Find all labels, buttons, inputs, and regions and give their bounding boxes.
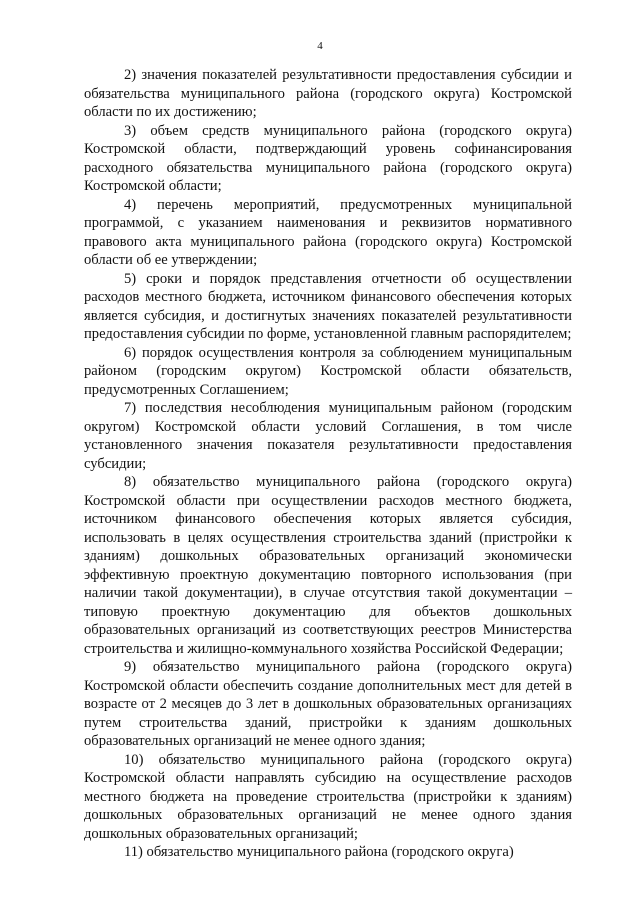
paragraph-item-3: 3) объем средств муниципального района (городского округа) Костромской области, подтверждающий уровень софинансирования расходного обязательства муниципального района (городского округа) Костромской области; [84, 122, 572, 194]
paragraph-item-10: 10) обязательство муниципального района (городского округа) Костромской области направлять субсидию на осуществление расходов местного бюджета на проведение строительства (пристройки к зданиям) дошкольных образовательных организаций не менее одного здания дошкольных образовательных организаций; [84, 751, 572, 842]
paragraph-item-11: 11) обязательство муниципального района (городского округа) [124, 844, 514, 860]
paragraph-item-6: 6) порядок осуществления контроля за соблюдением муниципальным районом (городским округом) Костромской области обязательств, предусмотренных Соглашением; [84, 344, 572, 398]
paragraph-item-4: 4) перечень мероприятий, предусмотренных муниципальной программой, с указанием наименования и реквизитов нормативного правового акта муниципального района (городского округа) Костромской области об ее утверждении; [84, 196, 572, 268]
paragraph-item-5: 5) сроки и порядок представления отчетности об осуществлении расходов местного бюджета, источником финансового обеспечения которых является субсидия, и достигнутых значениях показателей результативности предоставления субсидии по форме, установленной главным распорядителем; [84, 270, 572, 342]
page-number: 4 [317, 40, 323, 52]
paragraph-item-8: 8) обязательство муниципального района (городского округа) Костромской области при осуществлении расходов местного бюджета, источником финансового обеспечения которых является субсидия, использовать в целях осуществления строительства зданий (пристройки к зданиям) дошкольных образовательных организаций экономически эффективную проектную документацию повторного использования (при наличии такой документации), в случае отсутствия такой документации – типовую проектную документацию для объектов дошкольных образовательных организаций из соответствующих реестров Министерства строительства и жилищно-коммунального хозяйства Российской Федерации; [84, 474, 572, 657]
paragraph-item-2: 2) значения показателей результативности предоставления субсидии и обязательства муниципального района (городского округа) Костромской области по их достижению; [84, 67, 572, 120]
paragraph-item-9: 9) обязательство муниципального района (городского округа) Костромской области обеспечить создание дополнительных мест для детей в возрасте от 2 месяцев до 3 лет в дошкольных образовательных организациях путем строительства зданий, пристройки к зданиям дошкольных образовательных организаций не менее одного здания; [84, 659, 572, 749]
paragraph-item-7: 7) последствия несоблюдения муниципальным районом (городским округом) Костромской области условий Соглашения, в том числе установленного значения показателя результативности предоставления субсидии; [84, 400, 572, 472]
document-body [84, 66, 572, 862]
